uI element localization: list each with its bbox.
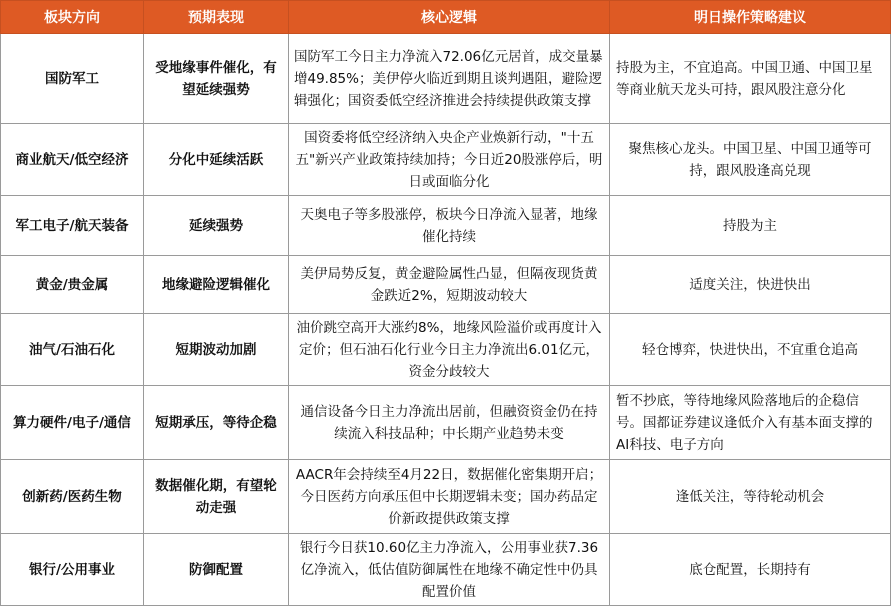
table-row	[1, 196, 891, 256]
strategy-cell: 持股为主，不宜追高。中国卫通、中国卫星等商业航天龙头可持，跟风股注意分化	[610, 34, 891, 124]
logic-cell: 通信设备今日主力净流出居前，但融资资金仍在持续流入科技品种；中长期产业趋势未变	[289, 386, 610, 460]
outlook-cell: 短期波动加剧	[144, 314, 289, 386]
outlook-cell: 分化中延续活跃	[144, 124, 289, 196]
header-outlook: 预期表现	[144, 1, 289, 34]
sector-cell: 创新药/医药生物	[1, 460, 144, 534]
table-row	[1, 34, 891, 124]
sector-cell: 算力硬件/电子/通信	[1, 386, 144, 460]
outlook-cell: 短期承压，等待企稳	[144, 386, 289, 460]
outlook-cell: 防御配置	[144, 534, 289, 606]
strategy-cell: 逢低关注，等待轮动机会	[610, 460, 891, 534]
outlook-cell: 延续强势	[144, 196, 289, 256]
logic-cell: 银行今日获10.60亿主力净流入，公用事业获7.36亿净流入，低估值防御属性在地缘不确定性中仍具配置价值	[289, 534, 610, 606]
logic-cell: 油价跳空高开大涨约8%，地缘风险溢价或再度计入定价；但石油石化行业今日主力净流出6.01亿元，资金分歧较大	[289, 314, 610, 386]
strategy-cell: 暂不抄底，等待地缘风险落地后的企稳信号。国都证券建议逢低介入有基本面支撑的AI科技、电子方向	[610, 386, 891, 460]
outlook-cell: 地缘避险逻辑催化	[144, 256, 289, 314]
strategy-cell: 聚焦核心龙头。中国卫星、中国卫通等可持，跟风股逢高兑现	[610, 124, 891, 196]
header-row	[1, 1, 891, 34]
sector-cell: 国防军工	[1, 34, 144, 124]
sector-cell: 军工电子/航天装备	[1, 196, 144, 256]
header-logic: 核心逻辑	[289, 1, 610, 34]
strategy-cell: 底仓配置，长期持有	[610, 534, 891, 606]
sector-cell: 油气/石油石化	[1, 314, 144, 386]
table-row	[1, 460, 891, 534]
table-row	[1, 534, 891, 606]
table-row	[1, 386, 891, 460]
sector-cell: 银行/公用事业	[1, 534, 144, 606]
outlook-cell: 数据催化期，有望轮动走强	[144, 460, 289, 534]
logic-cell: AACR年会持续至4月22日，数据催化密集期开启；今日医药方向承压但中长期逻辑未变；国办药品定价新政提供政策支撑	[289, 460, 610, 534]
logic-cell: 国防军工今日主力净流入72.06亿元居首，成交量暴增49.85%；美伊停火临近到期且谈判遇阻，避险逻辑强化；国资委低空经济推进会持续提供政策支撑	[289, 34, 610, 124]
sector-cell: 商业航天/低空经济	[1, 124, 144, 196]
table-row	[1, 124, 891, 196]
table-row	[1, 256, 891, 314]
logic-cell: 天奥电子等多股涨停，板块今日净流入显著，地缘催化持续	[289, 196, 610, 256]
sector-cell: 黄金/贵金属	[1, 256, 144, 314]
logic-cell: 国资委将低空经济纳入央企产业焕新行动，"十五五"新兴产业政策持续加持；今日近20股涨停后，明日或面临分化	[289, 124, 610, 196]
strategy-cell: 持股为主	[610, 196, 891, 256]
strategy-cell: 轻仓博弈，快进快出，不宜重仓追高	[610, 314, 891, 386]
header-sector: 板块方向	[1, 1, 144, 34]
outlook-cell: 受地缘事件催化，有望延续强势	[144, 34, 289, 124]
logic-cell: 美伊局势反复，黄金避险属性凸显，但隔夜现货黄金跌近2%，短期波动较大	[289, 256, 610, 314]
strategy-cell: 适度关注，快进快出	[610, 256, 891, 314]
table-row	[1, 314, 891, 386]
header-strategy: 明日操作策略建议	[610, 1, 891, 34]
